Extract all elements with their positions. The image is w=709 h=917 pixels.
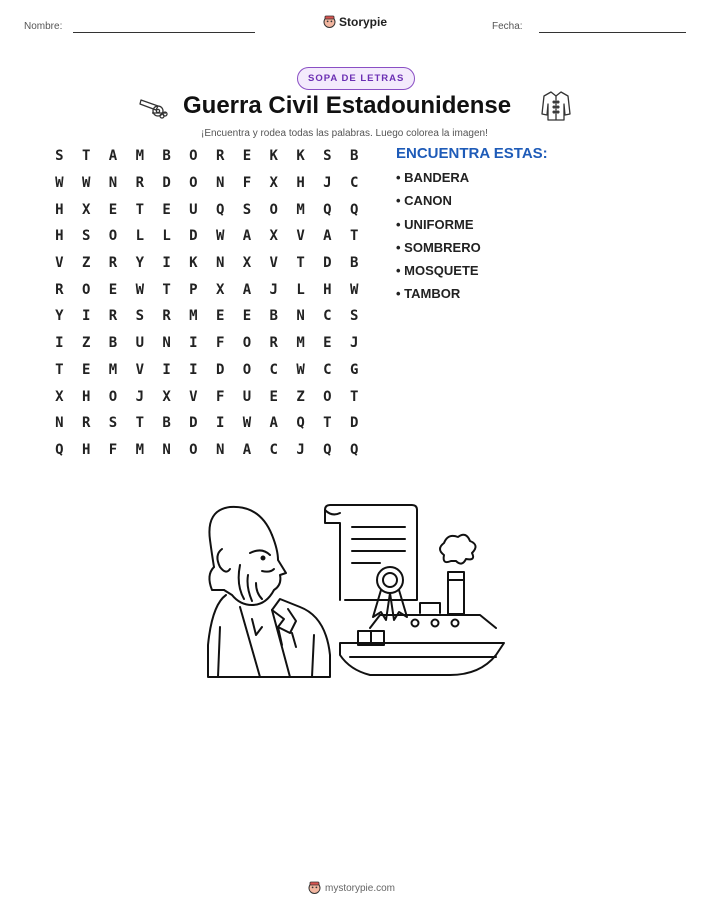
grid-letter[interactable]: S	[349, 308, 359, 325]
worksheet-type-badge: SOPA DE LETRAS	[297, 67, 415, 90]
document-icon	[325, 505, 417, 620]
grid-letter[interactable]: O	[108, 388, 118, 405]
grid-letter[interactable]: S	[81, 228, 91, 245]
grid-letter[interactable]: E	[242, 148, 252, 165]
page-title: Guerra Civil Estadounidense	[183, 92, 512, 119]
grid-letter[interactable]: S	[108, 415, 118, 432]
grid-letter[interactable]: Y	[135, 255, 144, 272]
grid-letter[interactable]: O	[189, 441, 198, 458]
grid-letter[interactable]: E	[215, 308, 225, 325]
word-list	[396, 145, 548, 310]
grid-letter[interactable]: E	[323, 335, 332, 352]
grid-letter[interactable]: X	[81, 201, 91, 218]
jacket-icon	[541, 90, 571, 122]
grid-letter[interactable]: J	[349, 335, 359, 352]
grid-letter[interactable]: W	[135, 281, 144, 298]
grid-letter[interactable]: C	[349, 175, 359, 192]
grid-letter[interactable]: M	[135, 148, 144, 165]
grid-letter[interactable]: X	[242, 255, 252, 272]
grid-letter[interactable]: B	[349, 255, 359, 272]
grid-letter[interactable]: G	[349, 361, 359, 378]
grid-letter[interactable]: Q	[215, 201, 225, 218]
grid-letter[interactable]: W	[242, 415, 252, 432]
grid-letter[interactable]: T	[323, 415, 332, 432]
grid-letter[interactable]: W	[215, 228, 225, 245]
grid-letter[interactable]: C	[323, 308, 332, 325]
grid-letter[interactable]: T	[55, 361, 64, 378]
grid-letter[interactable]: V	[55, 255, 64, 272]
grid-letter[interactable]: M	[108, 361, 118, 378]
grid-letter[interactable]: E	[162, 201, 171, 218]
grid-letter[interactable]: U	[135, 335, 144, 352]
grid-letter[interactable]: V	[269, 255, 278, 272]
grid-letter[interactable]: L	[162, 228, 171, 245]
grid-letter[interactable]: A	[323, 228, 332, 245]
word-item: • SOMBRERO	[396, 239, 481, 255]
brand-logo	[323, 15, 387, 29]
grid-letter[interactable]: Z	[81, 255, 91, 272]
grid-letter[interactable]: I	[162, 255, 171, 272]
grid-letter[interactable]: D	[323, 255, 332, 272]
instructions: ¡Encuentra y rodea todas las palabras. Luego colorea la imagen!	[201, 128, 488, 139]
grid-letter[interactable]: A	[242, 281, 252, 298]
grid-letter[interactable]: B	[269, 308, 278, 325]
grid-letter[interactable]: S	[323, 148, 332, 165]
grid-letter[interactable]: Q	[323, 441, 332, 458]
grid-letter[interactable]: O	[242, 361, 252, 378]
grid-letter[interactable]: A	[108, 148, 118, 165]
grid-letter[interactable]: N	[162, 441, 171, 458]
grid-letter[interactable]: O	[242, 335, 252, 352]
grid-letter[interactable]: N	[162, 335, 171, 352]
grid-letter[interactable]: M	[296, 335, 305, 352]
grid-letter[interactable]: N	[108, 175, 118, 192]
grid-letter[interactable]: O	[269, 201, 278, 218]
grid-letter[interactable]: W	[81, 175, 91, 192]
grid-letter[interactable]: X	[269, 228, 278, 245]
grid-letter[interactable]: M	[135, 441, 144, 458]
grid-letter[interactable]: R	[135, 175, 144, 192]
grid-letter[interactable]: O	[323, 388, 332, 405]
grid-letter[interactable]: R	[215, 148, 225, 165]
grid-letter[interactable]: Q	[323, 201, 332, 218]
word-item: • CANON	[396, 193, 452, 209]
grid-letter[interactable]: F	[215, 335, 225, 352]
grid-letter[interactable]: T	[349, 228, 359, 245]
word-item: • BANDERA	[396, 170, 470, 185]
grid-letter[interactable]: Z	[81, 335, 91, 352]
storypie-mascot-icon	[323, 15, 336, 29]
grid-letter[interactable]: R	[81, 415, 91, 432]
grid-letter[interactable]: N	[215, 175, 225, 192]
grid-letter[interactable]: D	[349, 415, 359, 432]
grid-letter[interactable]: K	[296, 148, 305, 165]
grid-letter[interactable]: S	[135, 308, 144, 325]
brand-name: Storypie	[339, 15, 388, 29]
grid-letter[interactable]: D	[162, 175, 171, 192]
grid-letter[interactable]: W	[55, 175, 64, 192]
storypie-mascot-icon	[308, 881, 321, 895]
grid-letter[interactable]: D	[189, 228, 198, 245]
grid-letter[interactable]: J	[296, 441, 305, 458]
coloring-illustration	[200, 495, 510, 685]
name-line[interactable]	[73, 32, 255, 33]
grid-letter[interactable]: I	[215, 415, 225, 432]
grid-letter[interactable]: F	[108, 441, 118, 458]
grid-letter[interactable]: L	[296, 281, 305, 298]
grid-letter[interactable]: H	[296, 175, 305, 192]
grid-letter[interactable]: E	[108, 281, 118, 298]
grid-letter[interactable]: V	[296, 228, 305, 245]
grid-letter[interactable]: B	[162, 415, 171, 432]
grid-letter[interactable]: E	[242, 308, 252, 325]
grid-letter[interactable]: X	[215, 281, 225, 298]
grid-letter[interactable]: O	[189, 148, 198, 165]
grid-letter[interactable]: D	[215, 361, 225, 378]
grid-letter[interactable]: L	[135, 228, 144, 245]
grid-letter[interactable]: C	[323, 361, 332, 378]
grid-letter[interactable]: T	[296, 255, 305, 272]
grid-letter[interactable]: C	[269, 441, 278, 458]
grid-letter[interactable]: E	[269, 388, 278, 405]
word-item: • MOSQUETE	[396, 263, 479, 279]
footer	[308, 881, 395, 895]
grid-letter[interactable]: O	[81, 281, 91, 298]
grid-letter[interactable]: B	[108, 335, 118, 352]
date-label: Fecha:	[492, 21, 523, 32]
grid-letter[interactable]: X	[162, 388, 171, 405]
grid-letter[interactable]: W	[296, 361, 305, 378]
grid-letter[interactable]: N	[296, 308, 305, 325]
grid-letter[interactable]: T	[135, 415, 144, 432]
grid-letter[interactable]: I	[189, 335, 198, 352]
grid-letter[interactable]: F	[215, 388, 225, 405]
word-search-grid	[46, 143, 368, 463]
grid-letter[interactable]: O	[189, 175, 198, 192]
grid-letter[interactable]: Y	[55, 308, 64, 325]
grid-letter[interactable]: T	[162, 281, 171, 298]
grid-letter[interactable]: E	[108, 201, 118, 218]
grid-letter[interactable]: K	[189, 255, 198, 272]
date-line[interactable]	[539, 32, 686, 33]
grid-letter[interactable]: R	[55, 281, 64, 298]
grid-letter[interactable]: I	[189, 361, 198, 378]
grid-letter[interactable]: I	[55, 335, 64, 352]
grid-letter[interactable]: T	[349, 388, 359, 405]
name-label: Nombre:	[24, 21, 63, 32]
grid-letter[interactable]: N	[215, 441, 225, 458]
word-item: • TAMBOR	[396, 286, 461, 302]
grid-letter[interactable]: H	[55, 228, 64, 245]
grid-letter[interactable]: N	[55, 415, 64, 432]
grid-letter[interactable]: E	[81, 361, 91, 378]
grid-letter[interactable]: N	[215, 255, 225, 272]
grid-letter[interactable]: Z	[296, 388, 305, 405]
grid-letter[interactable]: C	[269, 361, 278, 378]
grid-letter[interactable]: K	[269, 148, 278, 165]
grid-letter[interactable]: W	[349, 281, 359, 298]
grid-letter[interactable]: R	[162, 308, 171, 325]
grid-letter[interactable]: J	[135, 388, 144, 405]
grid-letter[interactable]: B	[349, 148, 359, 165]
grid-letter[interactable]: R	[108, 255, 118, 272]
grid-letter[interactable]: A	[269, 415, 278, 432]
grid-letter[interactable]: S	[242, 201, 252, 218]
word-list-title: ENCUENTRA ESTAS:	[396, 145, 548, 162]
lincoln-portrait	[208, 507, 330, 677]
grid-letter[interactable]: D	[189, 415, 198, 432]
grid-letter[interactable]: T	[81, 148, 91, 165]
footer-url[interactable]: mystorypie.com	[325, 882, 396, 894]
grid-letter[interactable]: J	[323, 175, 332, 192]
steamboat-icon	[340, 535, 504, 675]
grid-letter[interactable]: J	[269, 281, 278, 298]
grid-letter[interactable]: H	[323, 281, 332, 298]
grid-letter[interactable]: H	[81, 388, 91, 405]
grid-letter[interactable]: H	[55, 201, 64, 218]
word-item: • UNIFORME	[396, 216, 474, 232]
grid-letter[interactable]: A	[242, 441, 252, 458]
grid-letter[interactable]: R	[269, 335, 278, 352]
grid-letter[interactable]: U	[242, 388, 252, 405]
grid-letter[interactable]: P	[189, 281, 198, 298]
grid-letter[interactable]: M	[189, 308, 198, 325]
grid-letter[interactable]: Q	[349, 201, 359, 218]
grid-letter[interactable]: T	[135, 201, 144, 218]
grid-letter[interactable]: O	[108, 228, 118, 245]
grid-letter[interactable]: Q	[349, 441, 359, 458]
grid-letter[interactable]: B	[162, 148, 171, 165]
grid-letter[interactable]: R	[108, 308, 118, 325]
grid-letter[interactable]: F	[242, 175, 252, 192]
grid-letter[interactable]: Q	[296, 415, 305, 432]
grid-letter[interactable]: M	[296, 201, 305, 218]
grid-letter[interactable]: H	[81, 441, 91, 458]
grid-letter[interactable]: A	[242, 228, 252, 245]
grid-letter[interactable]: X	[55, 388, 64, 405]
grid-letter[interactable]: V	[135, 361, 144, 378]
grid-letter[interactable]: I	[162, 361, 171, 378]
grid-letter[interactable]: U	[189, 201, 198, 218]
grid-letter[interactable]: S	[55, 148, 64, 165]
grid-letter[interactable]: V	[189, 388, 198, 405]
cannon-icon	[138, 93, 170, 119]
grid-letter[interactable]: Q	[55, 441, 64, 458]
grid-letter[interactable]: I	[81, 308, 91, 325]
grid-letter[interactable]: X	[269, 175, 278, 192]
